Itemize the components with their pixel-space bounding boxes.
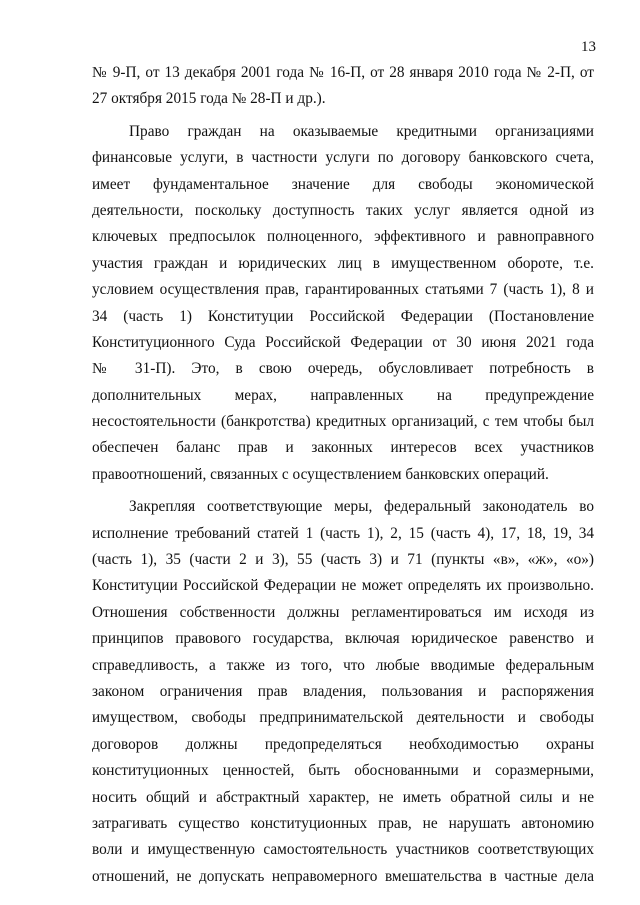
text-line: Конституции Российской Федерации не может определять их произвольно. [92,577,594,595]
text-line: ключевых предпосылок полноценного, эффективного и равноправного [92,228,594,246]
page-number: 13 [581,39,596,55]
text-line: несостоятельности (банкротства) кредитных организаций, с тем чтобы был [92,413,594,431]
text-line: принципов правового государства, включая юридическое равенство и [92,630,594,648]
text-line: имуществом, свободы предпринимательской деятельности и свободы [92,709,594,727]
body-text [92,60,594,890]
text-line: № 31-П). Это, в свою очередь, обусловливает потребность в [92,360,594,378]
text-line: № 9-П, от 13 декабря 2001 года № 16-П, от 28 января 2010 года № 2-П, от [92,64,594,81]
text-line: условием осуществления прав, гарантированных статьями 7 (часть 1), 8 и [92,281,594,299]
text-line: исполнение требований статей 1 (часть 1), 2, 15 (часть 4), 17, 18, 19, 34 [92,524,594,542]
text-line: деятельности, поскольку доступность таких услуг является одной из [92,201,594,219]
text-line: правоотношений, связанных с осуществлением банковских операций. [92,465,549,483]
text-line: обеспечен баланс прав и законных интересов всех участников [92,439,594,457]
text-line: 34 (часть 1) Конституции Российской Федерации (Постановление [92,307,594,325]
text-line: участия граждан и юридических лиц в имущественном обороте, т.е. [92,254,594,272]
paragraph-3 [92,494,594,890]
text-line: Право граждан на оказываемые кредитными организациями [129,122,594,140]
text-line: Отношения собственности должны регламентироваться им исходя из [92,603,594,621]
text-line: отношений, не допускать неправомерного вмешательства в частные дела [92,867,594,885]
text-line: финансовые услуги, в частности услуги по договору банковского счета, [92,149,594,167]
text-line: воли и имущественную самостоятельность участников соответствующих [92,841,594,859]
text-line: носить общий и абстрактный характер, не иметь обратной силы и не [92,788,594,806]
text-line: договоров должны предопределяться необходимостью охраны [92,735,594,753]
paragraph-2 [92,119,594,488]
paragraph-1 [92,60,594,113]
text-line: конституционных ценностей, быть обоснованными и соразмерными, [92,762,594,780]
text-line: дополнительных мерах, направленных на предупреждение [92,386,594,404]
text-line: справедливость, а также из того, что любые вводимые федеральным [92,656,594,674]
text-line: (часть 1), 35 (части 2 и 3), 55 (часть 3) и 71 (пункты «в», «ж», «о») [92,551,594,569]
text-line: имеет фундаментальное значение для свободы экономической [92,175,594,193]
text-line: Конституционного Суда Российской Федерации от 30 июня 2021 года [92,333,594,351]
text-line: затрагивать существо конституционных прав, не нарушать автономию [92,814,594,832]
text-line: 27 октября 2015 года № 28-П и др.). [92,90,326,108]
text-line: законом ограничения прав владения, пользования и распоряжения [92,682,594,700]
text-line: Закрепляя соответствующие меры, федеральный законодатель во [129,498,594,516]
